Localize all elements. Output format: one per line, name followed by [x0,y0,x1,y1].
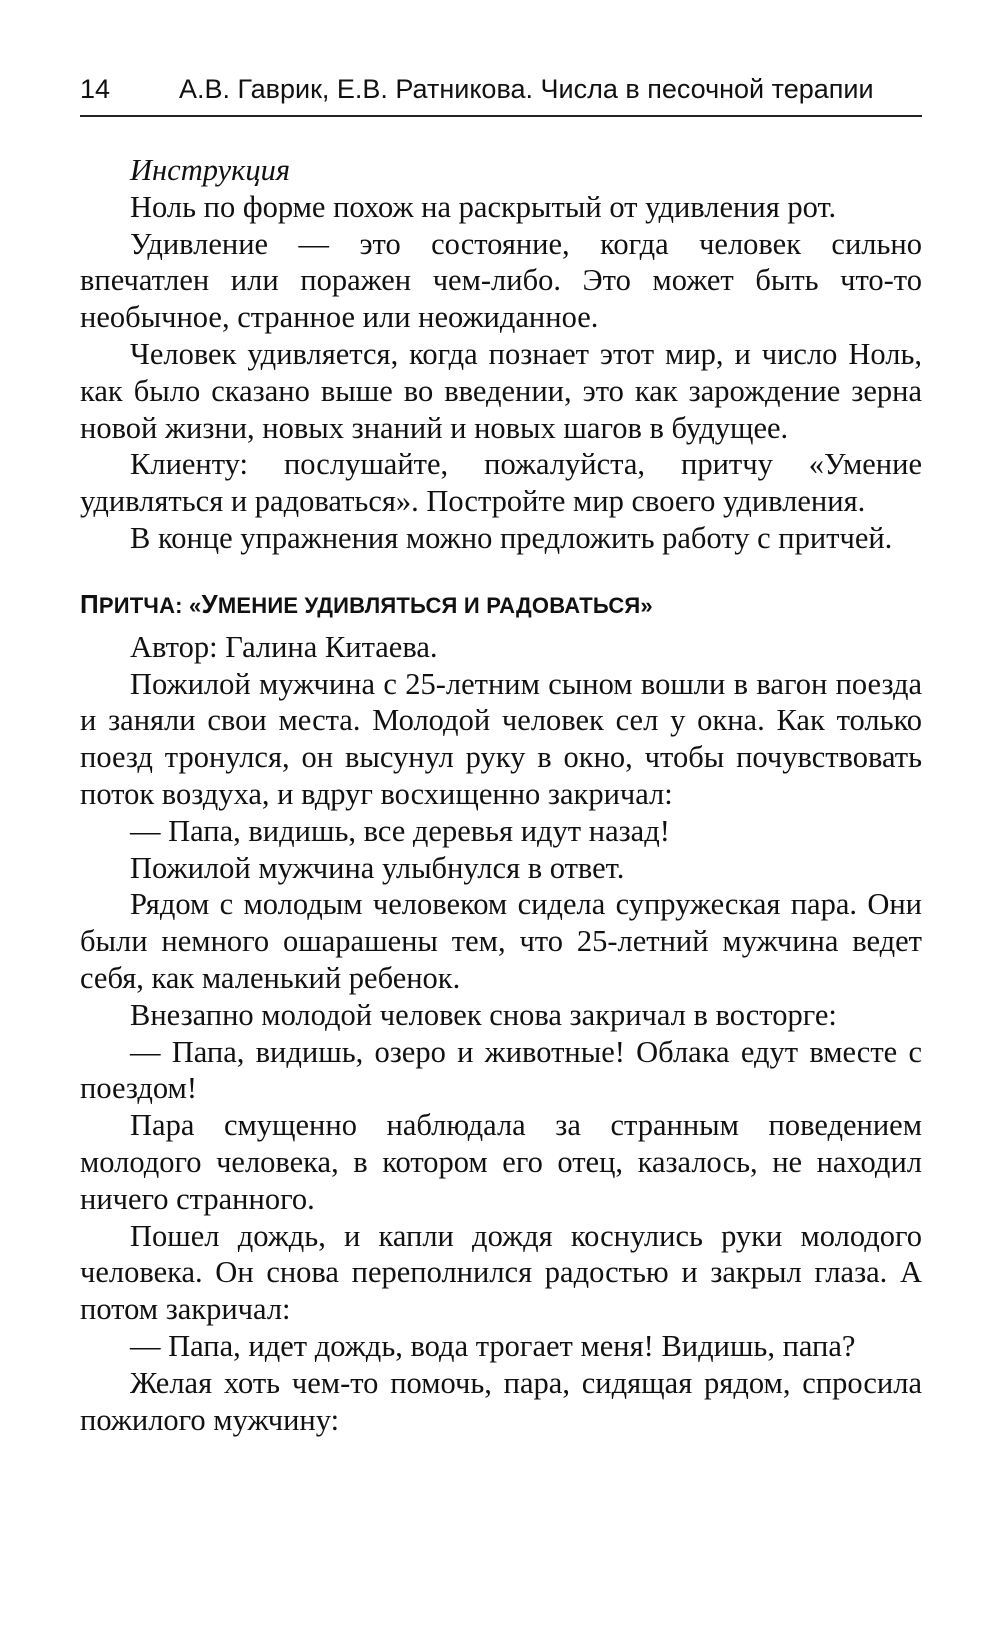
running-title: А.В. Гаврик, Е.В. Ратникова. Числа в песочной терапии [179,74,874,104]
parable-title-initial-2: У [201,588,218,619]
parable-paragraph: Пошел дождь, и капли дождя коснулись руки молодого человека. Он снова переполнился радостью и закрыл глаза. А потом закричал: [80,1218,922,1327]
parable-paragraph: — Папа, идет дождь, вода трогает меня! Видишь, папа? [130,1328,856,1363]
page-content [80,152,922,1438]
header-rule [80,115,922,117]
parable-title-initial: П [80,588,99,619]
instruction-paragraph: Клиенту: послушайте, пожалуйста, притчу «Умение удивляться и радоваться». Постройте мир своего удивления. [80,447,922,519]
parable-paragraph: — Папа, видишь, озеро и животные! Облака едут вместе с поездом! [80,1034,922,1106]
parable-paragraph: Внезапно молодой человек снова закричал в восторге: [130,997,837,1032]
instruction-paragraph: Ноль по форме похож на раскрытый от удивления рот. [130,189,837,224]
instruction-paragraph: В конце упражнения можно предложить работу с притчей. [130,520,893,555]
parable-paragraph: — Папа, видишь, все деревья идут назад! [130,813,670,848]
parable-paragraph: Рядом с молодым человеком сидела супружеская пара. Они были немного ошарашены тем, что 25-летний мужчина ведет себя, как маленький ребенок. [80,887,922,995]
parable-title-word: РИТЧА [98,592,176,618]
parable-author: Автор: Галина Китаева. [130,629,438,664]
parable-paragraph: Пожилой мужчина с 25-летним сыном вошли в вагон поезда и заняли свои места. Молодой человек сел у окна. Как только поезд тронулся, он высунул руку в окно, чтобы почувствовать поток воздуха, и вдруг восхищенно закричал: [80,666,922,811]
page-number: 14 [80,74,111,104]
parable-paragraph: Желая хоть чем-то помочь, пара, сидящая рядом, спросила пожилого мужчину: [80,1365,922,1437]
parable-title [80,587,922,623]
parable-paragraph: Пожилой мужчина улыбнулся в ответ. [130,850,625,885]
instruction-paragraph: Человек удивляется, когда познает этот мир, и число Ноль, как было сказано выше во введении, это как зарождение зерна новой жизни, новых знаний и новых шагов в будущее. [80,336,922,445]
instruction-heading: Инструкция [130,153,291,187]
instruction-paragraph: Удивление — это состояние, когда человек сильно впечатлен или поражен чем-либо. Это может быть что-то необычное, странное или неожиданное. [80,226,922,335]
page-header [80,0,922,118]
parable-paragraph: Пара смущенно наблюдала за странным поведением молодого человека, в котором его отец, казалось, не находил ничего странного. [80,1108,922,1216]
parable-title-colon: : « [175,592,202,618]
parable-title-rest: МЕНИЕ УДИВЛЯТЬСЯ И РАДОВАТЬСЯ» [217,592,653,618]
